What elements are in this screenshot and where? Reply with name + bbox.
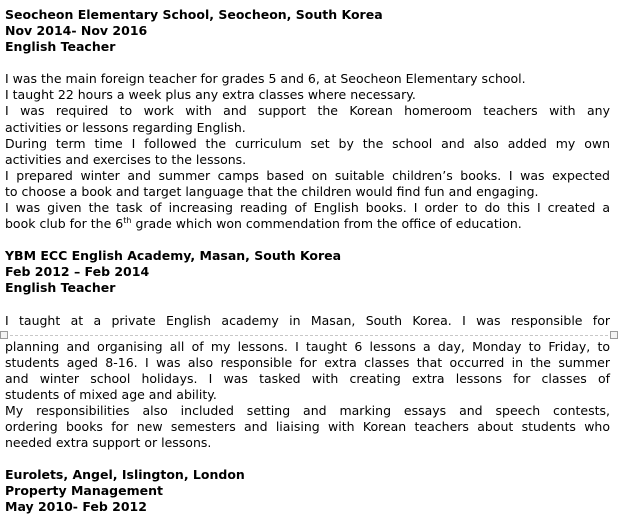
duty-line: I was the main foreign teacher for grades 5 and 6, at Seocheon Elementary school. xyxy=(5,71,526,87)
employment-dates: May 2010- Feb 2012 xyxy=(5,499,147,515)
job-title: Property Management xyxy=(5,483,163,499)
spacer xyxy=(5,55,610,71)
duty-line: activities and exercises to the lessons. xyxy=(5,151,247,167)
resume-document xyxy=(5,7,610,516)
job-seocheon xyxy=(5,7,610,232)
duty-line xyxy=(5,216,610,232)
employer-heading: Seocheon Elementary School, Seocheon, South Korea xyxy=(5,7,383,22)
job-ybm xyxy=(5,248,610,451)
duty-line: I prepared winter and summer camps based on suitable children’s books. I was expected xyxy=(5,167,610,183)
employer-heading: Eurolets, Angel, Islington, London xyxy=(5,467,245,483)
page-break-left-marker[interactable] xyxy=(0,331,8,339)
duty-line: and winter school holidays. I was tasked with creating extra lessons for classes of xyxy=(5,370,610,386)
duty-line: students aged 8-16. I was also responsible for extra classes that occurred in the summer xyxy=(5,354,610,370)
employment-dates: Feb 2012 – Feb 2014 xyxy=(5,264,150,280)
spacer xyxy=(5,232,610,248)
page-break-gap xyxy=(5,329,610,339)
job-title: English Teacher xyxy=(5,280,116,296)
spacer xyxy=(5,297,610,313)
page-break-line xyxy=(0,335,618,336)
duty-line: I was given the task of increasing reading of English books. I order to do this I created a xyxy=(5,200,610,216)
duty-line: I taught 22 hours a week plus any extra classes where necessary. xyxy=(5,87,416,103)
duty-line: needed extra support or lessons. xyxy=(5,435,212,451)
duty-line: My responsibilities also included setting and marking essays and speech contests, xyxy=(5,402,610,418)
duty-text: book club for the 6 xyxy=(5,216,124,232)
page-break-right-marker[interactable] xyxy=(610,331,618,339)
duty-line: I was required to work with and support the Korean homeroom teachers with any xyxy=(5,103,610,119)
employment-dates: Nov 2014- Nov 2016 xyxy=(5,23,148,39)
duty-line: activities or lessons regarding English. xyxy=(5,119,246,135)
duty-line: planning and organising all of my lessons. I taught 6 lessons a day, Monday to Friday, to xyxy=(5,338,610,354)
job-eurolets xyxy=(5,467,610,515)
duty-line: I taught at a private English academy in Masan, South Korea. I was responsible for xyxy=(5,312,610,328)
ordinal-suffix: th xyxy=(123,216,132,226)
duty-line: students of mixed age and ability. xyxy=(5,386,217,402)
duty-line: ordering books for new semesters and liaising with Korean teachers about students who xyxy=(5,419,610,435)
job-title: English Teacher xyxy=(5,39,116,55)
duty-line: During term time I followed the curriculum set by the school and also added my own xyxy=(5,135,610,151)
employer-heading: YBM ECC English Academy, Masan, South Korea xyxy=(5,248,342,264)
duty-line: to choose a book and target language that the children would find fun and engaging. xyxy=(5,183,539,199)
duty-text: grade which won commendation from the office of education. xyxy=(135,216,522,232)
spacer xyxy=(5,451,610,467)
